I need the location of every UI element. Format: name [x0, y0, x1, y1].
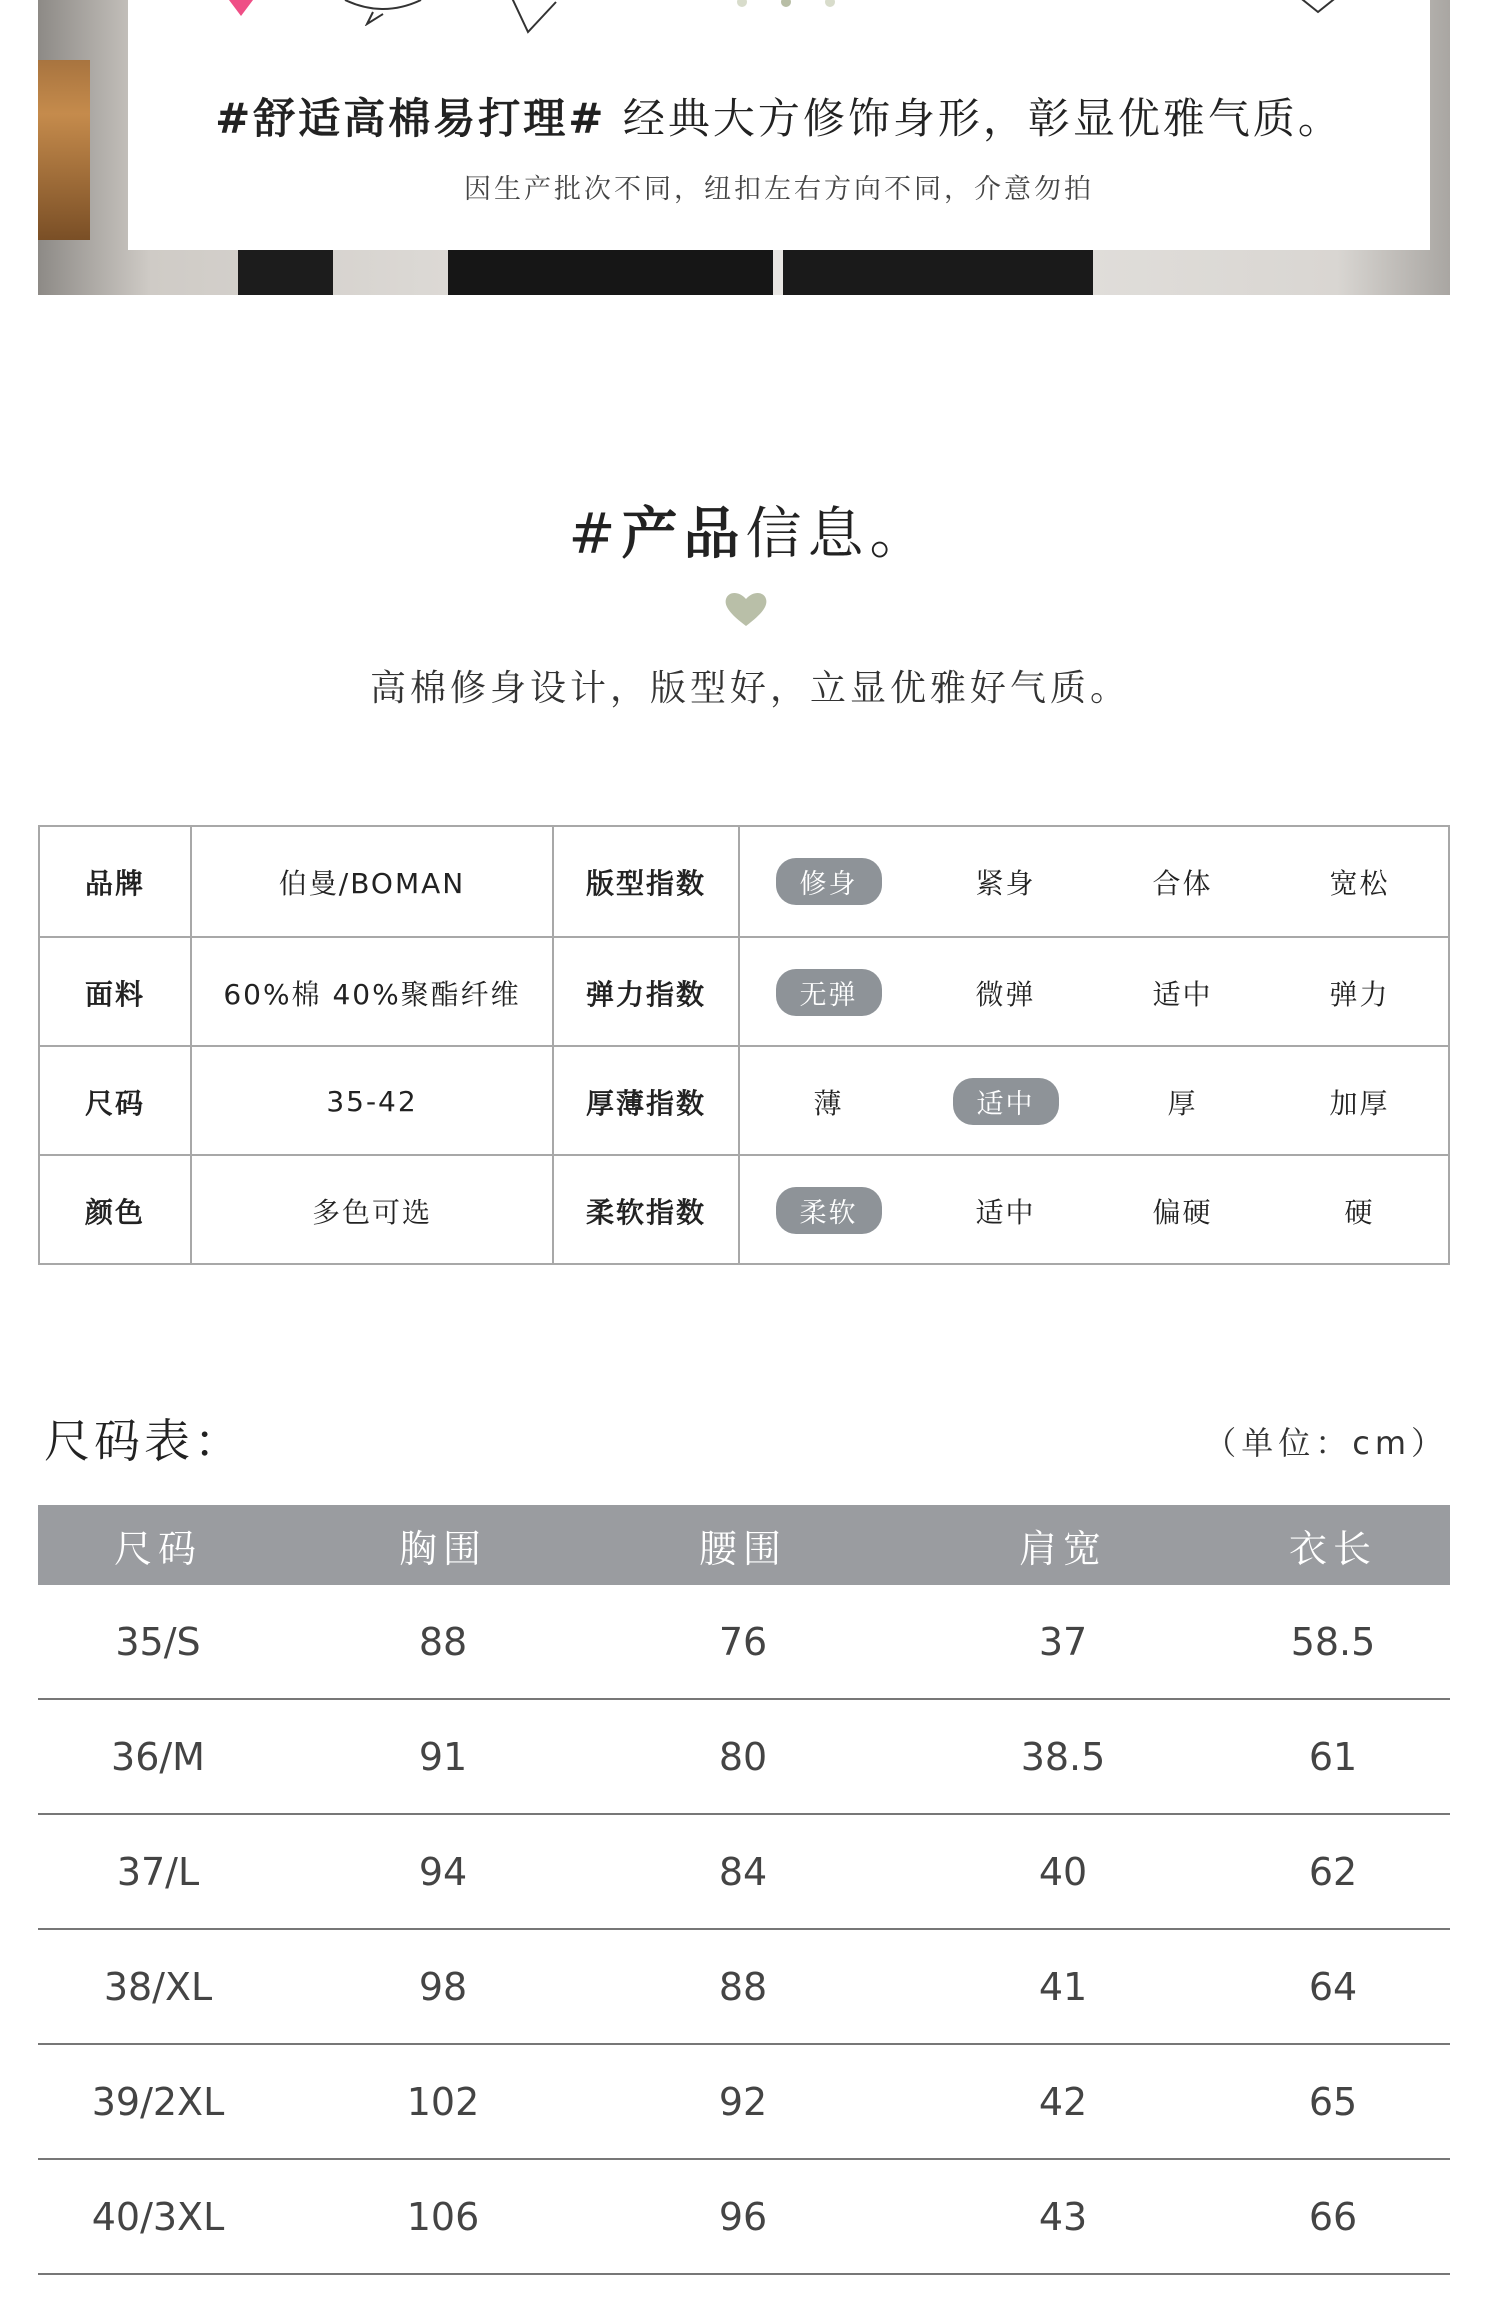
- attribute-option-cell: [740, 938, 917, 1047]
- attribute-label: 尺码: [84, 1086, 145, 1120]
- attribute-label: 颜色: [84, 1195, 145, 1229]
- size-chart-cell: 62: [1308, 1849, 1358, 1894]
- size-chart-title: 尺码表：: [44, 1414, 244, 1468]
- attribute-option: 硬: [1344, 1195, 1375, 1229]
- size-chart-cell: 92: [718, 2079, 768, 2124]
- attribute-option-cell: [740, 1047, 917, 1156]
- size-chart-header-cell: 肩宽: [1018, 1526, 1107, 1571]
- size-chart-unit: （单位：cm）: [1204, 1424, 1448, 1462]
- selected-option-pill: 适中: [953, 1078, 1059, 1125]
- size-chart-row: [38, 1700, 1450, 1815]
- size-chart-cell: 39/2XL: [91, 2079, 225, 2124]
- size-chart-cell: 96: [718, 2194, 768, 2239]
- size-chart-cell: 38.5: [1020, 1734, 1106, 1779]
- size-chart-cell: 88: [718, 1964, 768, 2009]
- size-chart-cell: 76: [718, 1619, 768, 1664]
- size-chart-cell: 91: [418, 1734, 468, 1779]
- attribute-option-cell: [1271, 827, 1448, 936]
- banner-photo-shelf: [38, 60, 90, 240]
- attribute-index-label: 弹力指数: [585, 977, 706, 1011]
- title-hash: #: [568, 502, 622, 567]
- size-chart-cell: 38/XL: [103, 1964, 213, 2009]
- banner-headline-text: 经典大方修饰身形，彰显优雅气质。: [622, 94, 1343, 143]
- size-chart-header-cell: 腰围: [698, 1526, 787, 1571]
- attribute-row: [40, 1154, 1448, 1265]
- attribute-row: [40, 1045, 1448, 1156]
- attribute-option-cell: [1094, 1156, 1271, 1265]
- triangle-doodle-icon: [508, 0, 568, 36]
- size-chart-cell: 65: [1308, 2079, 1358, 2124]
- banner-photo-garment: [238, 245, 333, 295]
- heart-icon: [724, 590, 768, 628]
- attribute-option: 加厚: [1329, 1086, 1390, 1120]
- attribute-index-label: 厚薄指数: [585, 1086, 706, 1120]
- banner-photo-garment: [783, 245, 1093, 295]
- attribute-option-cell: [917, 1156, 1094, 1265]
- size-chart-header: [38, 1505, 1450, 1585]
- attribute-option: 宽松: [1329, 866, 1390, 900]
- star-icon: [1288, 0, 1348, 16]
- size-chart-cell: 35/S: [115, 1619, 201, 1664]
- attribute-option: 弹力: [1329, 977, 1390, 1011]
- size-chart-cell: 84: [718, 1849, 768, 1894]
- product-attribute-table: [38, 825, 1450, 1265]
- size-chart-row: [38, 1585, 1450, 1700]
- dots-icon: [728, 0, 848, 12]
- attribute-value: 60%棉 40%聚酯纤维: [223, 977, 521, 1011]
- size-chart-cell: 66: [1308, 2194, 1358, 2239]
- banner-headline-tag: #舒适高棉易打理#: [215, 94, 607, 143]
- size-chart-row: [38, 1815, 1450, 1930]
- pink-heart-icon: [218, 0, 264, 22]
- attribute-option: 薄: [813, 1086, 844, 1120]
- product-info-title: [0, 490, 1500, 570]
- size-chart-cell: 94: [418, 1849, 468, 1894]
- size-chart-cell: 41: [1038, 1964, 1088, 2009]
- title-rest: 信息。: [745, 502, 932, 567]
- attribute-option-cell: [1271, 1047, 1448, 1156]
- top-banner: [38, 0, 1450, 295]
- size-chart-cell: 42: [1038, 2079, 1088, 2124]
- attribute-value: 多色可选: [311, 1195, 432, 1229]
- attribute-option-cell: [917, 1047, 1094, 1156]
- attribute-label: 品牌: [84, 866, 145, 900]
- attribute-option: 适中: [975, 1195, 1036, 1229]
- attribute-option: 偏硬: [1152, 1195, 1213, 1229]
- speech-bubble-icon: [343, 0, 423, 26]
- size-chart-cell: 40: [1038, 1849, 1088, 1894]
- attribute-option-cell: [1271, 938, 1448, 1047]
- size-chart-header-cell: 衣长: [1288, 1526, 1377, 1571]
- attribute-option: 适中: [1152, 977, 1213, 1011]
- attribute-value: 伯曼/BOMAN: [278, 866, 466, 900]
- size-chart-row: [38, 1930, 1450, 2045]
- size-chart-cell: 64: [1308, 1964, 1358, 2009]
- attribute-option-cell: [1094, 1047, 1271, 1156]
- attribute-option-cell: [740, 827, 917, 936]
- banner-photo-garment: [448, 245, 773, 295]
- banner-headline: [128, 86, 1430, 146]
- attribute-row: [40, 936, 1448, 1047]
- size-chart-cell: 80: [718, 1734, 768, 1779]
- size-chart-header-cell: 尺码: [113, 1526, 202, 1571]
- attribute-value: 35-42: [326, 1085, 418, 1118]
- attribute-option: 微弹: [975, 977, 1036, 1011]
- banner-subtitle: 因生产批次不同，纽扣左右方向不同，介意勿拍: [464, 174, 1094, 205]
- attribute-option-cell: [740, 1156, 917, 1265]
- title-bold: 产品: [621, 502, 746, 567]
- size-chart-cell: 102: [406, 2079, 480, 2124]
- attribute-row: [40, 827, 1448, 936]
- attribute-option-cell: [1094, 827, 1271, 936]
- size-chart-cell: 36/M: [111, 1734, 205, 1779]
- size-chart-header-cell: 胸围: [398, 1526, 487, 1571]
- size-chart-cell: 61: [1308, 1734, 1358, 1779]
- product-info-subtitle: 高棉修身设计，版型好，立显优雅好气质。: [369, 668, 1130, 709]
- attribute-index-label: 版型指数: [585, 866, 706, 900]
- attribute-label: 面料: [84, 977, 145, 1011]
- banner-caption-card: [128, 0, 1430, 250]
- size-chart-cell: 88: [418, 1619, 468, 1664]
- attribute-option-cell: [917, 938, 1094, 1047]
- attribute-index-label: 柔软指数: [585, 1195, 706, 1229]
- attribute-option: 厚: [1167, 1086, 1198, 1120]
- size-chart-cell: 40/3XL: [91, 2194, 225, 2239]
- size-chart-cell: 37/L: [116, 1849, 200, 1894]
- attribute-option-cell: [1094, 938, 1271, 1047]
- size-chart-cell: 43: [1038, 2194, 1088, 2239]
- selected-option-pill: 修身: [776, 858, 882, 905]
- size-chart-row: [38, 2160, 1450, 2275]
- size-chart-cell: 98: [418, 1964, 468, 2009]
- selected-option-pill: 柔软: [776, 1187, 882, 1234]
- attribute-option-cell: [1271, 1156, 1448, 1265]
- attribute-option: 紧身: [975, 866, 1036, 900]
- size-chart-cell: 58.5: [1290, 1619, 1376, 1664]
- size-chart-row: [38, 2045, 1450, 2160]
- attribute-option-cell: [917, 827, 1094, 936]
- attribute-option: 合体: [1152, 866, 1213, 900]
- size-chart-cell: 37: [1038, 1619, 1088, 1664]
- selected-option-pill: 无弹: [776, 969, 882, 1016]
- size-chart-cell: 106: [406, 2194, 480, 2239]
